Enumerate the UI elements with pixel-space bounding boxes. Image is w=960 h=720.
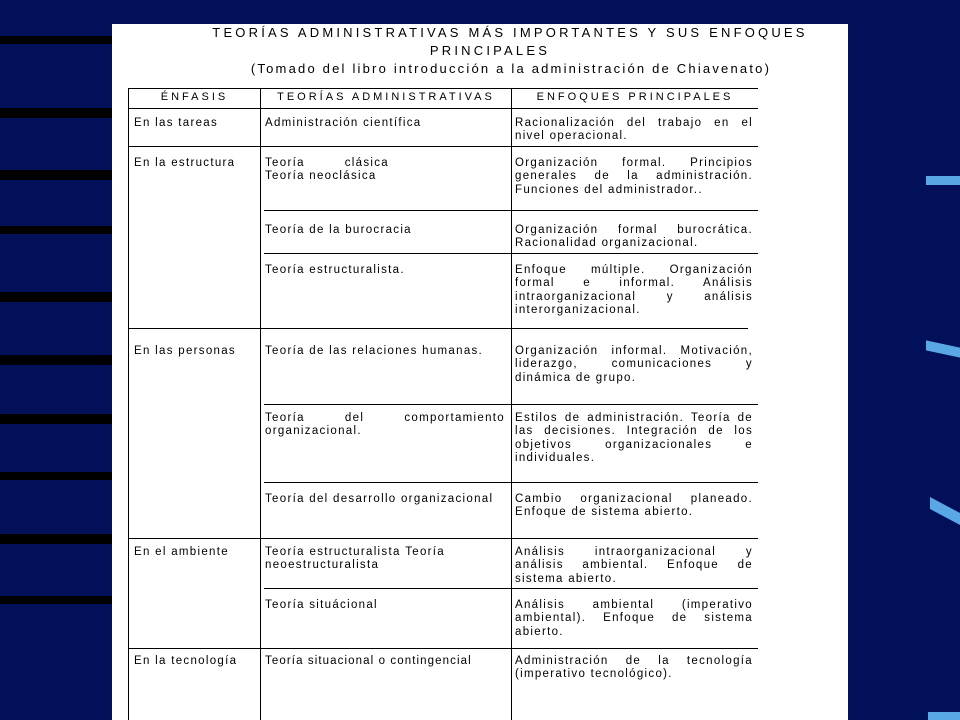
table-cell-theory: Teoría del comportamiento organizacional.: [265, 412, 505, 438]
table-cell-theory: Teoría estructuralista.: [265, 264, 405, 276]
table-header-focus: ENFOQUES PRINCIPALES: [536, 91, 734, 103]
background-accent: [926, 340, 960, 357]
table-cell-focus: Cambio organizacional planeado. Enfoque de sistema abierto.: [515, 493, 753, 519]
table-cell-focus: Enfoque múltiple. Organización formal e informal. Análisis intraorganizacional y análisis interorganizacional.: [515, 264, 753, 317]
background-stripe: [0, 170, 112, 180]
table-cell-theory: Teoría de las relaciones humanas.: [265, 345, 484, 357]
table-cell-theory: Teoría del desarrollo organizacional: [265, 493, 494, 505]
table-cell-theory: Teoría situacional o contingencial: [265, 655, 472, 667]
table-cell-focus: Análisis ambiental (imperativo ambiental). Enfoque de sistema abierto.: [515, 599, 753, 638]
background-stripe: [0, 108, 112, 118]
table-cell-emphasis: En las personas: [134, 345, 236, 357]
table-cell-theory: Teoría situácional: [265, 599, 378, 611]
table-cell-focus: Organización informal. Motivación, liderazgo, comunicaciones y dinámica de grupo.: [515, 345, 753, 384]
background-accent: [928, 712, 960, 720]
table-header-emphasis: ÉNFASIS: [160, 91, 229, 103]
table-cell-theory: Teoría de la burocracia: [265, 224, 412, 236]
table-header-theories: TEORÍAS ADMINISTRATIVAS: [277, 91, 495, 103]
table-cell-emphasis: En el ambiente: [134, 546, 229, 558]
background-stripe: [0, 596, 112, 604]
table-cell-emphasis: En la estructura: [134, 157, 236, 169]
table-cell-focus: Racionalización del trabajo en el nivel operacional.: [515, 117, 753, 143]
table-cell-focus: Organización formal. Principios generales de la administración. Funciones del administrador..: [515, 157, 753, 196]
background-stripe: [0, 36, 112, 44]
background-stripe: [0, 534, 112, 544]
document-page: [112, 24, 848, 720]
page-title: [112, 24, 848, 78]
table-cell-theory: Teoría clásica Teoría neoclásica: [265, 157, 389, 183]
title-line-2: PRINCIPALES: [429, 43, 551, 58]
table-cell-focus: Organización formal burocrática. Racionalidad organizacional.: [515, 224, 753, 250]
background-stripe: [0, 472, 112, 480]
background-accent: [930, 497, 960, 525]
table-cell-theory: Teoría estructuralista Teoría neoestructuralista: [265, 546, 445, 572]
table-cell-emphasis: En la tecnología: [134, 655, 238, 667]
table-cell-focus: Estilos de administración. Teoría de las decisiones. Integración de los objetivos organizacionales e individuales.: [515, 412, 753, 465]
background-stripe: [0, 226, 112, 234]
background-accent: [926, 176, 960, 185]
background-stripe: [0, 414, 112, 424]
table-cell-theory: Administración científica: [265, 117, 422, 129]
table-cell-emphasis: En las tareas: [134, 117, 219, 129]
title-line-3: (Tomado del libro introducción a la administración de Chiavenato): [250, 61, 772, 76]
table-cell-focus: Administración de la tecnología (imperativo tecnológico).: [515, 655, 753, 681]
background-stripe: [0, 292, 112, 302]
table-cell-focus: Análisis intraorganizacional y análisis ambiental. Enfoque de sistema abierto.: [515, 546, 753, 585]
title-line-1: TEORÍAS ADMINISTRATIVAS MÁS IMPORTANTES Y SUS ENFOQUES: [212, 25, 808, 40]
background-stripe: [0, 355, 112, 365]
